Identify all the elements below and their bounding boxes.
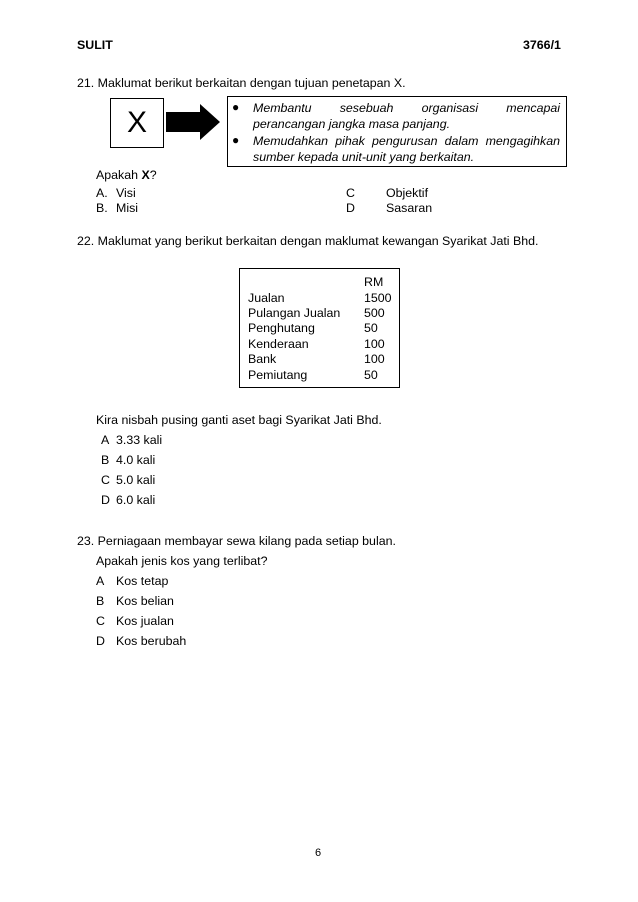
q21-option-d[interactable] [346,201,433,215]
q23-option-d-text: Kos berubah [116,634,187,648]
page-number: 6 [315,847,322,859]
table-row-value: 50 [364,368,378,382]
table-row-label: Jualan [248,291,285,305]
table-row-label: Bank [248,352,277,366]
q23-option-d[interactable] [96,634,187,648]
x-info-box [227,96,567,167]
q23-option-a-letter: A [96,574,105,588]
q23-option-a[interactable] [96,574,169,588]
q21-option-a-letter: A. [96,186,108,200]
q22-option-a-text: 3.33 kali [116,433,163,447]
q22-option-a[interactable] [101,433,163,447]
q21-option-d-letter: D [346,201,355,215]
info-bullet-2-text: Memudahkan pihak pengurusan dalam mengagihkan sumber kepada unit-unit yang berkaitan. [253,134,560,164]
q21-option-c-text: Objektif [386,186,429,200]
table-row [240,306,399,321]
question-22-stem: 22. Maklumat yang berikut berkaitan dengan maklumat kewangan Syarikat Jati Bhd. [77,234,539,248]
q22-option-c-text: 5.0 kali [116,473,156,487]
table-row [240,368,399,383]
q23-option-c-letter: C [96,614,105,628]
x-box [110,98,164,148]
info-bullet-1-text: Membantu sesebuah organisasi mencapai perancangan jangka masa panjang. [253,101,560,131]
table-row [240,291,399,306]
table-row-label: Kenderaan [248,337,309,351]
q21-option-b-letter: B. [96,201,108,215]
q22-option-b-text: 4.0 kali [116,453,156,467]
q23-option-c-text: Kos jualan [116,614,174,628]
q22-option-b[interactable] [101,453,156,467]
q23-option-a-text: Kos tetap [116,574,169,588]
q22-option-a-letter: A [101,433,110,447]
q23-option-b[interactable] [96,594,174,608]
bullet-icon: ● [232,133,240,147]
right-arrow-icon [166,104,220,140]
table-row-value: 100 [364,352,385,366]
question-21-prompt-prefix: Apakah [96,168,142,182]
question-21-stem: 21. Maklumat berikut berkaitan dengan tujuan penetapan X. [77,76,406,90]
table-row-label: Pulangan Jualan [248,306,341,320]
q21-option-a[interactable] [96,186,136,200]
question-21-prompt [96,168,157,182]
x-box-letter: X [126,106,147,139]
q21-option-a-text: Visi [116,186,136,200]
q22-option-c[interactable] [101,473,156,487]
table-row-value: 1500 [364,291,392,305]
header-paper-code: 3766/1 [523,38,561,52]
q23-option-b-text: Kos belian [116,594,174,608]
financial-info-table [239,268,400,388]
q23-option-b-letter: B [96,594,105,608]
q22-option-d[interactable] [101,493,156,507]
table-header-rm: RM [364,275,384,289]
q22-option-c-letter: C [101,473,110,487]
table-row [240,321,399,336]
q21-option-b-text: Misi [116,201,139,215]
question-23-stem: 23. Perniagaan membayar sewa kilang pada setiap bulan. [77,534,396,548]
header-sulit: SULIT [77,38,113,52]
table-row [240,352,399,367]
q21-option-d-text: Sasaran [386,201,433,215]
q22-option-b-letter: B [101,453,110,467]
q22-option-d-letter: D [101,493,110,507]
q23-option-d-letter: D [96,634,105,648]
question-21-prompt-bold: X [141,168,150,182]
question-23-prompt: Apakah jenis kos yang terlibat? [96,554,268,568]
table-row-value: 50 [364,321,378,335]
table-header-row [240,275,399,290]
q21-option-b[interactable] [96,201,139,215]
bullet-icon: ● [232,100,240,114]
q21-option-c-letter: C [346,186,355,200]
table-row [240,337,399,352]
q22-option-d-text: 6.0 kali [116,493,156,507]
q23-option-c[interactable] [96,614,174,628]
table-row-label: Penghutang [248,321,315,335]
table-row-value: 500 [364,306,385,320]
question-22-prompt: Kira nisbah pusing ganti aset bagi Syarikat Jati Bhd. [96,413,382,427]
table-row-value: 100 [364,337,385,351]
q21-option-c[interactable] [346,186,429,200]
table-row-label: Pemiutang [248,368,308,382]
question-21-prompt-suffix: ? [149,168,157,182]
